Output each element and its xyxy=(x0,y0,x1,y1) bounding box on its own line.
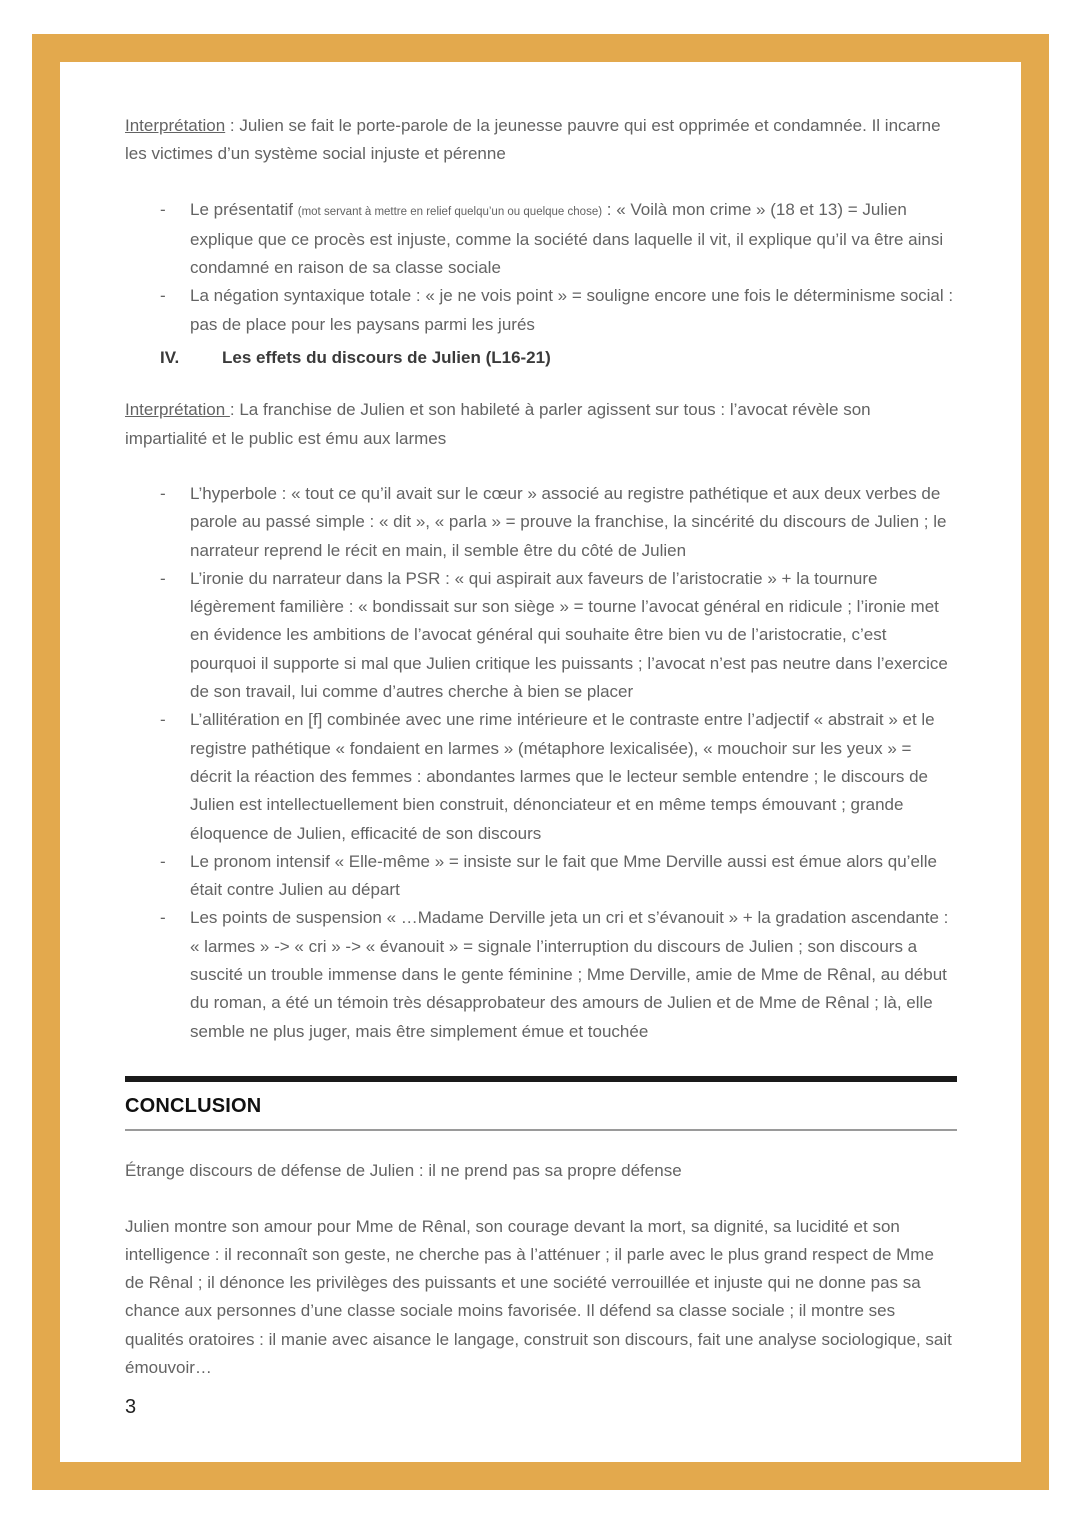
list-item xyxy=(125,196,957,283)
dash-bullet: - xyxy=(160,568,166,588)
list-item xyxy=(125,282,957,339)
analysis-list-2 xyxy=(125,480,957,1046)
presentatif-rest: : « Voilà mon crime » (18 et 13) = Julien explique que ce procès est injuste, comme la société dans laquelle il vit, il explique qu’il va être ainsi condamné en raison de sa classe sociale xyxy=(190,199,944,278)
interpretation-text: : La franchise de Julien et son habileté à parler agissent sur tous : l’avocat révèle son impartialité et le public est ému aux larmes xyxy=(125,400,871,448)
list-item xyxy=(125,706,957,847)
interpretation-paragraph-1 xyxy=(125,112,957,169)
dash-bullet: - xyxy=(160,908,166,928)
list-item-text: L’hyperbole : « tout ce qu’il avait sur le cœur » associé au registre pathétique et aux deux verbes de parole au passé simple : « dit », « parla » = prouve la franchise, la sincérité du discours de Julien ; le narrateur reprend le récit en main, il semble être du côté de Julien xyxy=(190,483,947,560)
dash-bullet: - xyxy=(160,710,166,730)
interpretation-label: Interprétation xyxy=(125,400,230,420)
presentatif-lead: Le présentatif xyxy=(190,199,298,219)
analysis-list-1 xyxy=(125,196,957,339)
conclusion-heading: CONCLUSION xyxy=(125,1094,262,1117)
dash-bullet: - xyxy=(160,286,166,306)
interpretation-paragraph-2 xyxy=(125,396,957,453)
page-number: 3 xyxy=(125,1396,137,1418)
list-item xyxy=(125,904,957,1045)
list-item xyxy=(125,565,957,706)
dash-bullet: - xyxy=(160,483,166,503)
list-item-text xyxy=(190,196,957,283)
conclusion-section xyxy=(125,1076,957,1382)
interpretation-label: Interprétation xyxy=(125,116,226,135)
list-item-text: Les points de suspension « …Madame Derville jeta un cri et s’évanouit » + la gradation ascendante : « larmes » -> « cri » -> « évanouit » = signale l’interruption du discours de Julien ; son discours a suscité un trouble immense dans le gente féminine ; Mme Derville, amie de Mme de Rênal, au début du roman, a été un témoin très désapprobateur des amours de Julien et de Mme de Rênal ; là, elle semble ne plus juger, mais être simplement émue et touchée xyxy=(190,908,949,1041)
list-item xyxy=(125,848,957,905)
section-title: Les effets du discours de Julien (L16-21) xyxy=(222,348,551,368)
dash-bullet: - xyxy=(160,851,166,871)
interpretation-text: : Julien se fait le porte-parole de la jeunesse pauvre qui est opprimée et condamnée. Il incarne les victimes d’un système social injuste et pérenne xyxy=(125,116,941,164)
list-item-text: L’allitération en [f] combinée avec une rime intérieure et le contraste entre l’adjectif « abstrait » et le registre pathétique « fondaient en larmes » (métaphore lexicalisée), « mouchoir sur les yeux » = décrit la réaction des femmes : abondantes larmes que le lecteur semble entendre ; le discours de Julien est intellectuellement bien construit, dénonciateur et en même temps émouvant ; grande éloquence de Julien, efficacité de son discours xyxy=(190,710,935,843)
list-item xyxy=(125,480,957,565)
section-numeral: IV. xyxy=(160,348,180,368)
list-item-text: La négation syntaxique totale : « je ne vois point » = souligne encore une fois le déterminisme social : pas de place pour les paysans parmi les jurés xyxy=(190,286,954,334)
presentatif-gloss: (mot servant à mettre en relief quelqu’un ou quelque chose) xyxy=(297,205,603,218)
list-item-text: Le pronom intensif « Elle-même » = insiste sur le fait que Mme Derville aussi est émue alors qu’elle était contre Julien au départ xyxy=(190,851,937,900)
dash-bullet: - xyxy=(160,199,166,219)
conclusion-bottom-rule xyxy=(125,1129,957,1131)
list-item-text: L’ironie du narrateur dans la PSR : « qui aspirait aux faveurs de l’aristocratie » + la tournure légèrement familière : « bondissait sur son siège » = tourne l’avocat général en ridicule ; l’ironie met en évidence les ambitions de l’avocat général qui souhaite être bien vu de l’aristocratie, c’est pourquoi il supporte si mal que Julien critique les puissants ; l’avocat n’est pas neutre dans l’exercice de son travail, lui comme d’autres cherche à bien se placer xyxy=(190,568,948,702)
document-page xyxy=(125,112,957,1409)
conclusion-paragraph-2: Julien montre son amour pour Mme de Rênal, son courage devant la mort, sa dignité, sa lucidité et son intelligence : il reconnaît son geste, ne cherche pas à l’atténuer ; il parle avec le plus grand respect de Mme de Rênal ; il dénonce les privilèges des puissants et une société verrouillée et injuste qui ne donne pas sa chance aux personnes d’une classe sociale moins favorisée. Il défend sa classe sociale ; il montre ses qualités oratoires : il manie avec aisance le langage, construit son discours, fait une analyse sociologique, sait émouvoir… xyxy=(125,1216,952,1377)
section-heading-iv xyxy=(125,344,957,372)
conclusion-paragraph-1: Étrange discours de défense de Julien : il ne prend pas sa propre défense xyxy=(125,1161,682,1181)
